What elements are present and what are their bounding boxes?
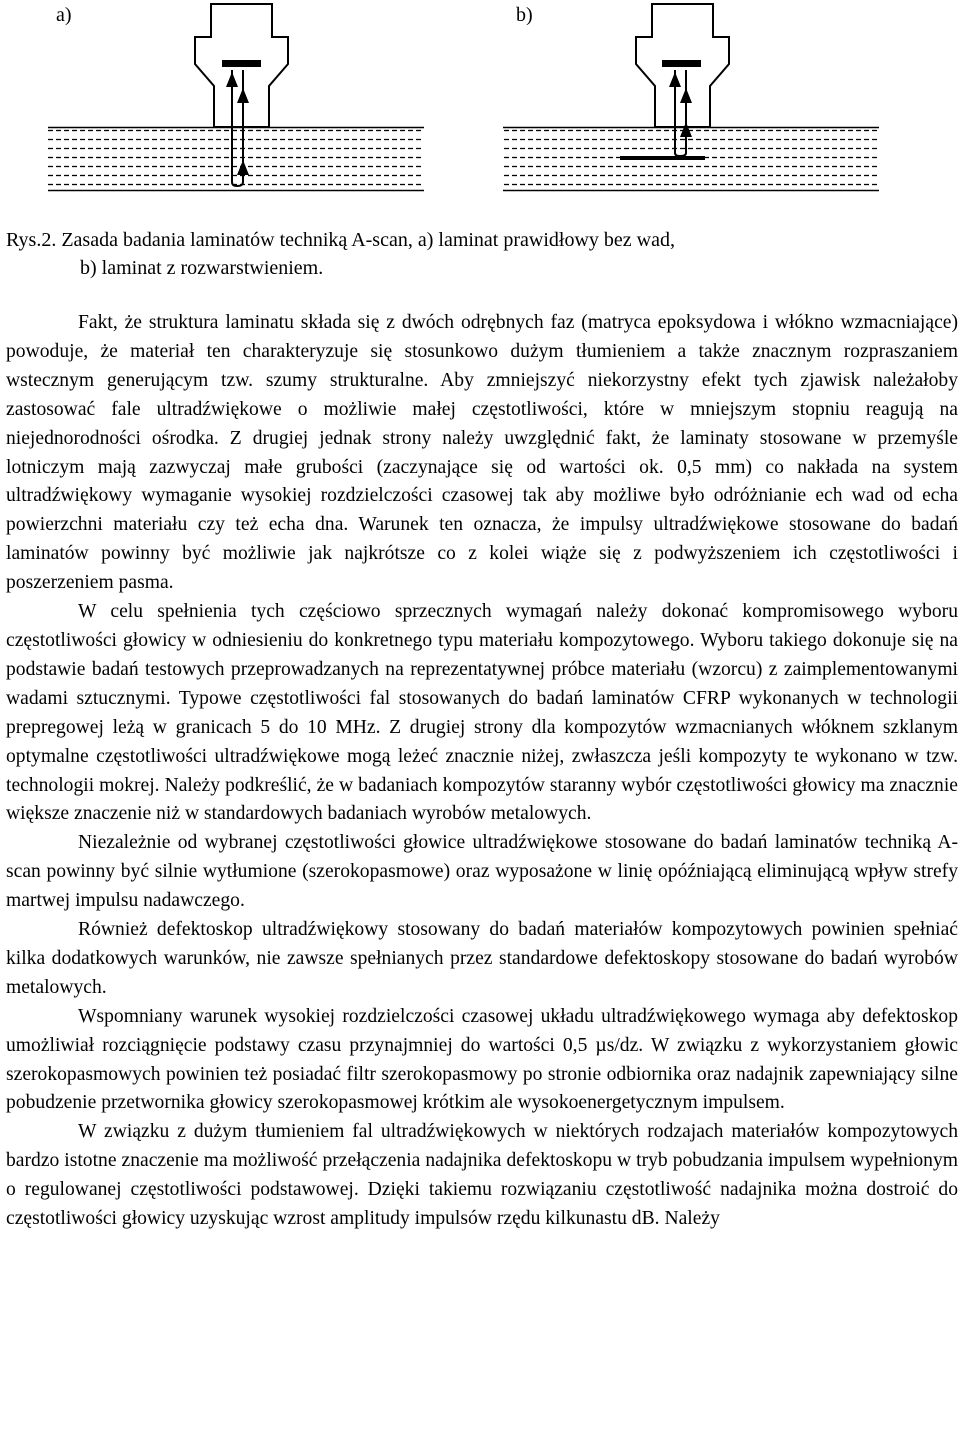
delamination-defect (620, 156, 705, 160)
caption-line-2: b) laminat z rozwarstwieniem. (80, 257, 324, 279)
paragraph: W związku z dużym tłumieniem fal ultradźwiękowych w niektórych rodzajach materiałów kompozytowych bardzo istotne znaczenie ma możliwość przełączenia nadajnika defektoskopu w tryb pobudzania impulsem wypełnionym o regulowanej częstotliwości podstawowej. Dzięki takiemu rozwiązaniu częstotliwość nadajnika można dostroić do częstotliwości głowicy uzyskując wzrost amplitudy impulsów rzędu kilkunastu dB. Należy (6, 1121, 958, 1230)
paragraph: W celu spełnienia tych częściowo sprzecznych wymagań należy dokonać kompromisowego wyboru częstotliwości głowicy w odniesieniu do konkretnego typu materiału kompozytowego. Wyboru takiego dokonuje się na podstawie badań testowych przeprowadzanych na reprezentatywnej próbce materiału (wzorcu) z zaimplementowanymi wadami sztucznymi. Typowe częstotliwości fal stosowanych do badań laminatów CFRP wykonanych w technologii prepregowej leżą w granicach 5 do 10 MHz. Z drugiej strony dla kompozytów wzmacnianych włóknem szklanym optymalne częstotliwości ultradźwiękowe mogą leżeć znacznie niżej, zwłaszcza jeśli kompozyty te wykonano w tzw. technologii mokrej. Należy podkreślić, że w badaniach kompozytów staranny wybór częstotliwości głowicy ma znacznie większe znaczenie niż w standardowych badaniach wyrobów metalowych. (6, 601, 958, 825)
caption-line-1: Rys.2. Zasada badania laminatów techniką A-scan, a) laminat prawidłowy bez wad, (6, 229, 675, 251)
paragraph: Fakt, że struktura laminatu składa się z dwóch odrębnych faz (matryca epoksydowa i włókno wzmacniające) powoduje, że materiał ten charakteryzuje się stosunkowo dużym tłumieniem a także znacznym rozpraszaniem wstecznym generującym tzw. szumy strukturalne. Aby zmniejszyć niekorzystny efekt tych zjawisk należałoby zastosować fale ultradźwiękowe o możliwie małej częstotliwości, które w mniejszym stopniu reagują na niejednorodności ośrodka. Z drugiej jednak strony należy uwzględnić fakt, że laminaty stosowane w przemyśle lotniczym mają zazwyczaj małe grubości (zaczynające się od wartości ok. 0,5 mm) co nakłada na system ultradźwiękowy wymaganie wysokiej rozdzielczości czasowej tak aby możliwe było odróżnianie ech wad od echa powierzchni materiału czy też echa dna. Warunek ten oznacza, że impulsy ultradźwiękowe stosowane do badań laminatów powinny być możliwie jak najkrótsze co z kolei wiąże się z podwyższeniem ich częstotliwości i poszerzeniem pasma. (6, 312, 958, 594)
paragraph: Również defektoskop ultradźwiękowy stosowany do badań materiałów kompozytowych powinien spełniać kilka dodatkowych warunków, nie zawsze spełnianych przez standardowe defektoskopy stosowane do badań wyrobów metalowych. (6, 919, 958, 998)
figure-label-b: b) (516, 4, 533, 26)
figure-caption (6, 226, 946, 282)
paragraph: Wspomniany warunek wysokiej rozdzielczości czasowej układu ultradźwiękowego wymaga aby defektoskop umożliwiał rozciągnięcie podstawy czasu przynajmniej do wartości 0,5 µs/dz. W związku z wykorzystaniem głowic szerokopasmowych powinien też posiadać filtr szerokopasmowy po stronie odbiornika oraz nadajnik zapewniający silne pobudzenie przetwornika głowicy szerokopasmowej krótkim ale wysokoenergetycznym impulsem. (6, 1005, 958, 1114)
laminate-sample-a (48, 128, 424, 191)
body-text (6, 309, 958, 1234)
figure-label-a: a) (56, 4, 72, 26)
paragraph: Niezależnie od wybranej częstotliwości głowice ultradźwiękowe stosowane do badań laminatów techniką A-scan powinny być silnie wytłumione (szerokopasmowe) oraz wyposażone w linię opóźniającą eliminującą wpływ strefy martwej impulsu nadawczego. (6, 832, 958, 912)
ascan-figure (0, 0, 960, 215)
